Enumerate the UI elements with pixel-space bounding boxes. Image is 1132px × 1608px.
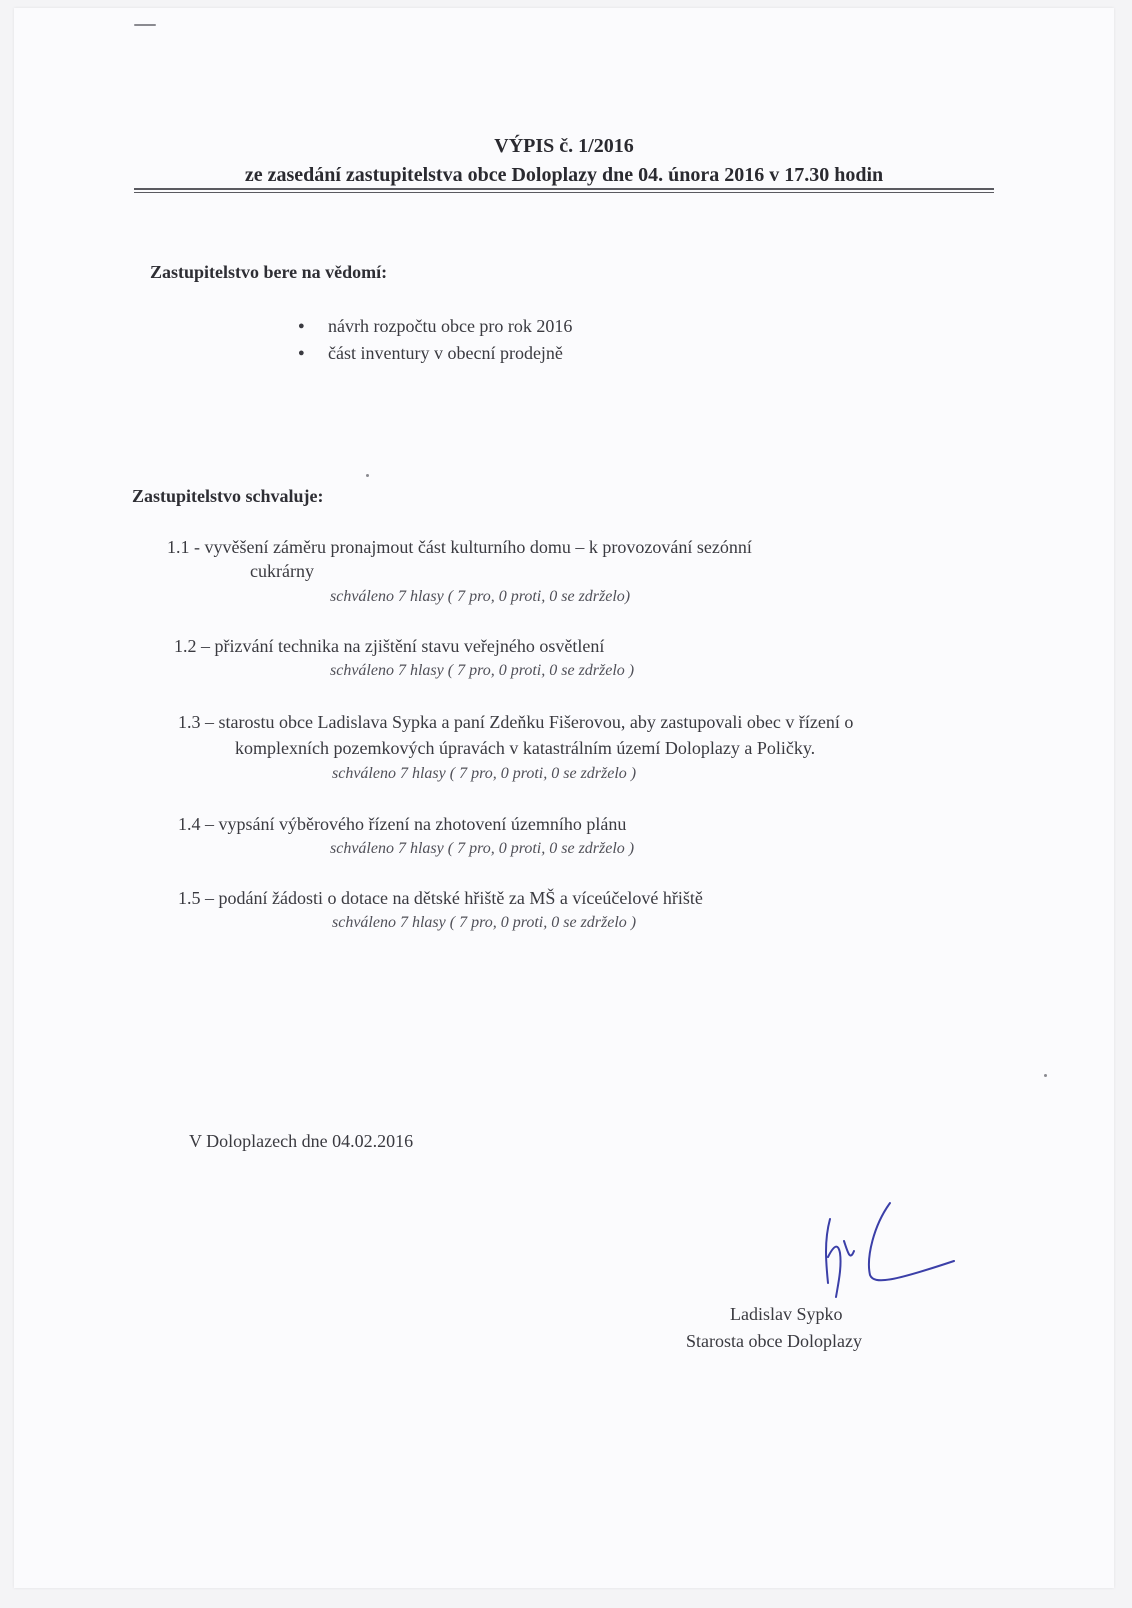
signer-name: Ladislav Sypko — [730, 1304, 843, 1324]
resolution-1-1-text-cont: cukrárny — [250, 561, 314, 581]
resolution-1-2-text: 1.2 – přizvání technika na zjištění stavu veřejného osvětlení — [174, 636, 605, 656]
title-rule-bottom — [134, 192, 994, 193]
signer-role: Starosta obce Doloplazy — [686, 1331, 862, 1351]
signature-image — [804, 1193, 964, 1303]
noted-item: ● část inventury v obecní prodejně — [328, 343, 563, 364]
scan-speck — [366, 474, 369, 477]
scan-speck — [1044, 1074, 1047, 1077]
place-and-date: V Doloplazech dne 04.02.2016 — [189, 1131, 414, 1151]
resolution-1-1-text: 1.1 - vyvěšení záměru pronajmout část kulturního domu – k provozování sezónní — [167, 537, 752, 557]
resolution-1-5-text: 1.5 – podání žádosti o dotace na dětské hřiště za MŠ a víceúčelové hřiště — [178, 888, 703, 908]
resolution-1-1-vote: schváleno 7 hlasy ( 7 pro, 0 proti, 0 se zdrželo) — [330, 588, 631, 605]
resolution-1-3-text-cont: komplexních pozemkových úpravách v katastrálním území Doloplazy a Poličky. — [235, 738, 816, 758]
scan-mark — [134, 24, 156, 26]
resolution-1-3-vote: schváleno 7 hlasy ( 7 pro, 0 proti, 0 se zdrželo ) — [332, 765, 637, 782]
noted-heading: Zastupitelstvo bere na vědomí: — [150, 262, 388, 282]
document-subtitle: ze zasedání zastupitelstva obce Doloplazy dne 04. února 2016 v 17.30 hodin — [244, 164, 884, 186]
resolution-1-2-vote: schváleno 7 hlasy ( 7 pro, 0 proti, 0 se zdrželo ) — [330, 662, 635, 679]
noted-item: ● návrh rozpočtu obce pro rok 2016 — [328, 316, 572, 337]
resolution-1-4-vote: schváleno 7 hlasy ( 7 pro, 0 proti, 0 se zdrželo ) — [330, 840, 635, 857]
resolution-1-4-text: 1.4 – vypsání výběrového řízení na zhotovení územního plánu — [178, 814, 627, 834]
resolution-1-5-vote: schváleno 7 hlasy ( 7 pro, 0 proti, 0 se zdrželo ) — [332, 914, 637, 931]
title-rule-top — [134, 188, 994, 190]
approved-heading: Zastupitelstvo schvaluje: — [132, 486, 324, 506]
document-page — [14, 8, 1114, 1588]
document-title: VÝPIS č. 1/2016 — [494, 135, 634, 157]
resolution-1-3-text: 1.3 – starostu obce Ladislava Sypka a paní Zdeňku Fišerovou, aby zastupovali obec v řízení o — [178, 712, 854, 732]
